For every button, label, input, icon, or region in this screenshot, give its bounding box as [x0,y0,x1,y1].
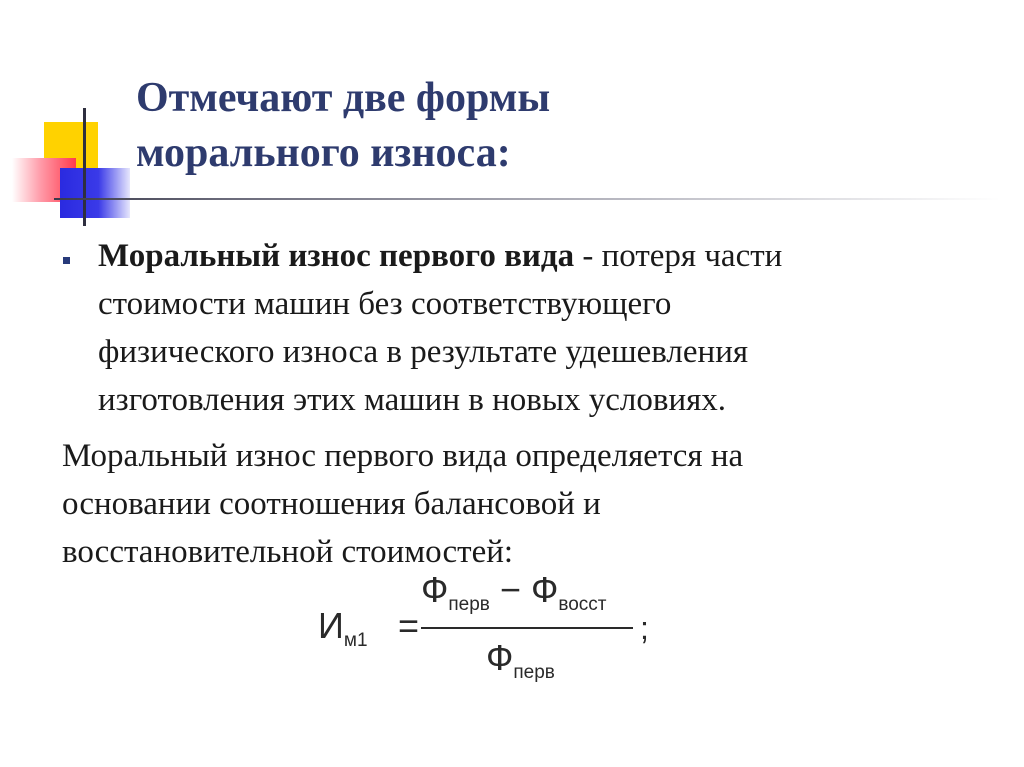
slide-title-line-1: Отмечают две формы [136,75,551,121]
decorative-blue-square [60,168,130,218]
bullet-square-icon [63,257,70,264]
formula [318,570,678,690]
slide-title-line-2: морального износа: [136,130,511,176]
formula-num-symbol-2: Ф [530,569,559,610]
title-underline-divider [54,198,1000,200]
formula-minus-sign: − [489,569,531,610]
formula-den-symbol: Ф [486,637,514,678]
bullet-line-2: стоимости машин без соответствующего [98,286,672,322]
formula-denominator [486,638,555,693]
formula-num-subscript-2: восст [558,594,607,615]
formula-fraction-bar [421,627,633,629]
formula-lhs [318,606,368,661]
formula-equals-sign: = [398,605,420,646]
formula-num-subscript-1: перв [448,594,490,615]
bullet-bold-term: Моральный износ первого вида [98,238,575,274]
body-paragraph [62,432,962,576]
bullet-paragraph [98,232,978,424]
formula-semicolon: ; [640,610,649,646]
formula-num-symbol-1: Ф [421,569,449,610]
formula-den-subscript: перв [513,662,555,683]
bullet-line-3: физического износа в результате удешевления [98,334,749,370]
formula-lhs-subscript: м1 [343,630,368,651]
formula-numerator [421,570,606,625]
bullet-line-1 [98,232,978,280]
formula-lhs-symbol: И [318,605,344,646]
slide-title [136,71,896,181]
body-line-3: восстановительной стоимостей: [62,534,514,570]
decorative-vertical-line [83,108,86,226]
body-line-2: основании соотношения балансовой и [62,486,601,522]
bullet-line-4: изготовления этих машин в новых условиях. [98,382,727,418]
body-line-1: Моральный износ первого вида определяется на [62,438,744,474]
bullet-line-1-rest: - потеря части [574,238,783,274]
